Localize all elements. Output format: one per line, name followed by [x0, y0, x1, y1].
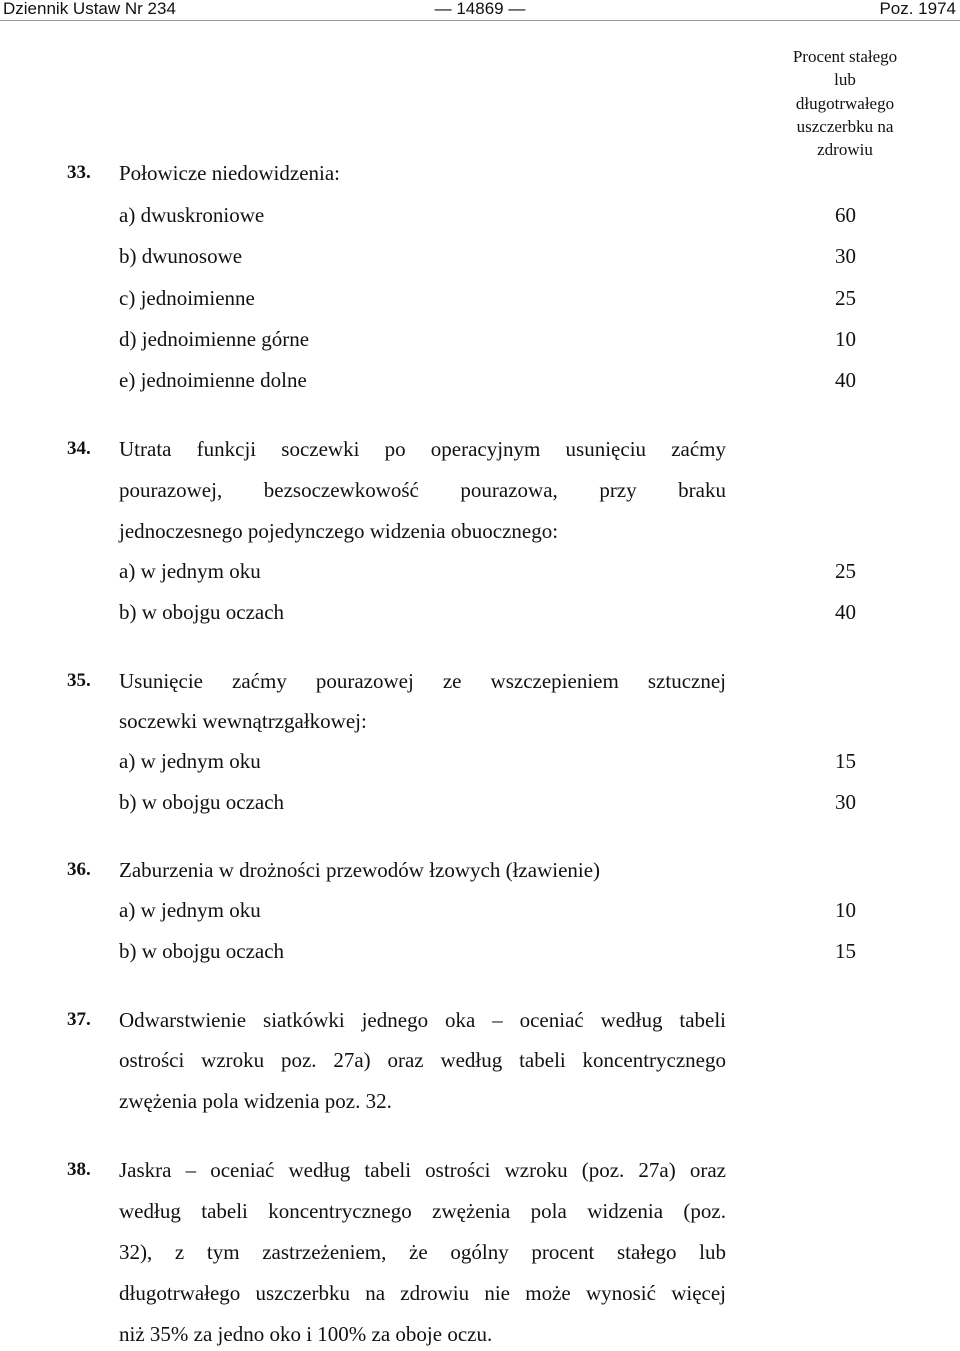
item-text-line: Jaskra – oceniać według tabeli ostrości wzroku (poz. 27a) oraz [119, 1158, 726, 1182]
percent-value: 10 [835, 898, 856, 922]
percent-value: 30 [835, 244, 856, 268]
sub-label: a) w jednym oku [119, 559, 261, 583]
item-number: 33. [67, 162, 91, 183]
column-header-line: lub [834, 70, 856, 90]
item-33-sub-d [0, 326, 960, 356]
page-header [0, 0, 960, 22]
item-33-sub-e [0, 367, 960, 397]
item-33-sub-c [0, 285, 960, 315]
sub-label: b) w obojgu oczach [119, 939, 285, 963]
item-34-heading [0, 436, 960, 466]
item-text-line: pourazowej, bezsoczewkowość pourazowa, przy braku [119, 478, 726, 502]
item-34-text-line [0, 477, 960, 507]
item-text-line: soczewki wewnątrzgałkowej: [119, 709, 367, 733]
sub-label: d) jednoimienne górne [119, 327, 310, 351]
item-36-heading [0, 857, 960, 887]
percent-value: 25 [835, 286, 856, 310]
column-header-line: Procent stałego [792, 47, 898, 66]
column-header-line: uszczerbku na [796, 116, 894, 136]
percent-value: 40 [835, 600, 856, 624]
percent-value: 60 [835, 203, 856, 227]
item-37-text-line [0, 1047, 960, 1077]
item-34-sub-a [0, 558, 960, 588]
position-number: Poz. 1974 [879, 0, 956, 18]
percent-value: 40 [835, 368, 856, 392]
item-38-heading [0, 1157, 960, 1187]
sub-label: b) w obojgu oczach [119, 600, 285, 624]
item-text-line: według tabeli koncentrycznego zwężenia pola widzenia (poz. [119, 1199, 726, 1223]
item-36-sub-a [0, 897, 960, 927]
item-text-line: długotrwałego uszczerbku na zdrowiu nie może wynosić więcej [119, 1281, 726, 1305]
item-text-line: Zaburzenia w drożności przewodów łzowych (łzawienie) [119, 858, 601, 882]
item-text-line: jednoczesnego pojedynczego widzenia obuocznego: [119, 519, 559, 543]
item-text-line: Usunięcie zaćmy pourazowej ze wszczepieniem sztucznej [119, 669, 726, 693]
item-text-line: Odwarstwienie siatkówki jednego oka – oceniać według tabeli [119, 1008, 726, 1032]
item-35-sub-a [0, 748, 960, 778]
item-33-sub-a [0, 202, 960, 232]
item-38-text-line [0, 1280, 960, 1310]
sub-label: a) w jednym oku [119, 749, 261, 773]
sub-label: b) w obojgu oczach [119, 790, 285, 814]
item-38-text-line [0, 1321, 960, 1351]
item-35-sub-b [0, 789, 960, 819]
item-text-line: zwężenia pola widzenia poz. 32. [119, 1089, 392, 1113]
item-37-text-line [0, 1088, 960, 1118]
percent-column-header [740, 45, 950, 161]
item-text-line: ostrości wzroku poz. 27a) oraz według tabeli koncentrycznego [119, 1048, 726, 1072]
item-number: 35. [67, 670, 91, 691]
column-header-line: długotrwałego [795, 93, 895, 113]
item-38-text-line [0, 1198, 960, 1228]
item-35-heading [0, 668, 960, 698]
item-34-sub-b [0, 599, 960, 629]
percent-value: 30 [835, 790, 856, 814]
page-number: — 14869 — [434, 0, 526, 18]
sub-label: a) dwuskroniowe [119, 203, 265, 227]
journal-title: Dziennik Ustaw Nr 234 [3, 0, 176, 18]
item-33-heading [0, 160, 960, 190]
item-35-text-line [0, 708, 960, 738]
item-34-text-line [0, 518, 960, 548]
percent-value: 15 [835, 749, 856, 773]
item-37-heading [0, 1007, 960, 1037]
item-title: Połowicze niedowidzenia: [119, 161, 341, 185]
percent-value: 10 [835, 327, 856, 351]
item-number: 36. [67, 859, 91, 880]
item-text-line: 32), z tym zastrzeżeniem, że ogólny procent stałego lub [119, 1240, 726, 1264]
sub-label: e) jednoimienne dolne [119, 368, 307, 392]
sub-label: c) jednoimienne [119, 286, 255, 310]
item-number: 38. [67, 1159, 91, 1180]
sub-label: b) dwunosowe [119, 244, 243, 268]
item-number: 37. [67, 1009, 91, 1030]
sub-label: a) w jednym oku [119, 898, 261, 922]
percent-value: 25 [835, 559, 856, 583]
column-header-line: zdrowiu [817, 140, 873, 160]
item-38-text-line [0, 1239, 960, 1269]
item-text-line: niż 35% za jedno oko i 100% za oboje oczu. [119, 1322, 493, 1346]
item-36-sub-b [0, 938, 960, 968]
item-number: 34. [67, 438, 91, 459]
percent-value: 15 [835, 939, 856, 963]
item-text-line: Utrata funkcji soczewki po operacyjnym usunięciu zaćmy [119, 437, 726, 461]
item-33-sub-b [0, 243, 960, 273]
header-divider [0, 20, 960, 21]
